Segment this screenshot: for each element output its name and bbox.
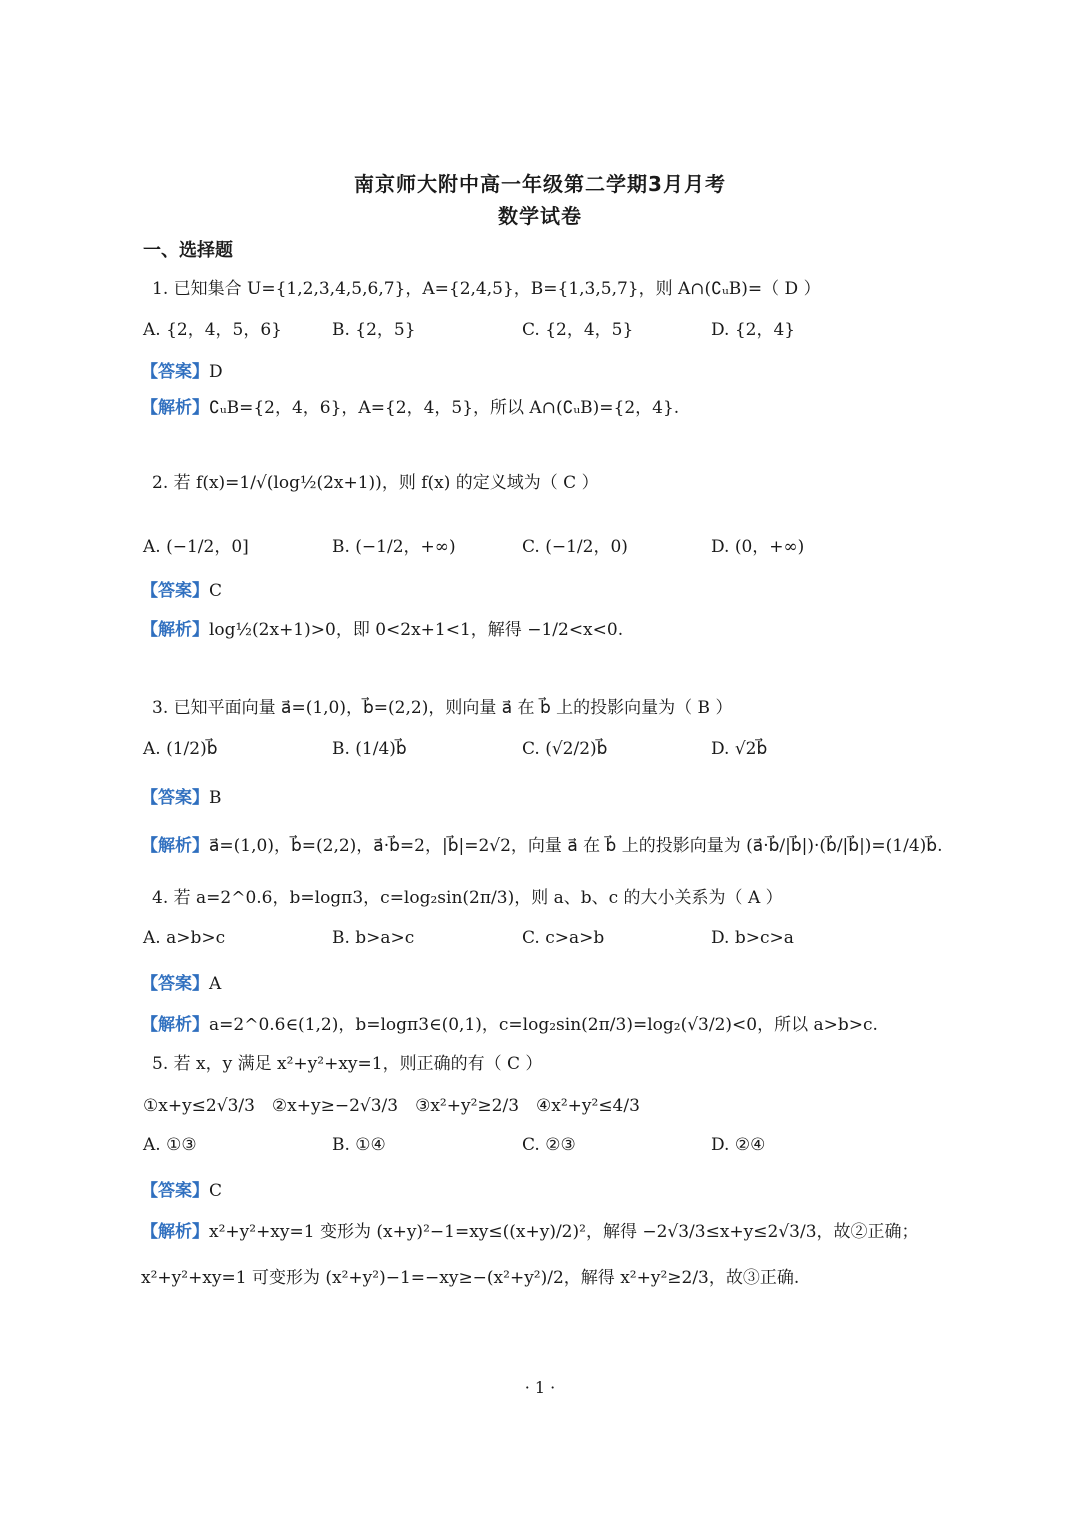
answer-tag: 【答案】 [141, 974, 209, 994]
q2-answer: C [209, 581, 223, 601]
q4-option-d: D. b>c>a [711, 928, 794, 948]
q2-answer-line [141, 576, 222, 601]
q5-option-a: A. ①③ [143, 1135, 197, 1155]
q2-option-a: A. (−1/2，0] [143, 537, 249, 557]
analysis-tag: 【解析】 [141, 1222, 209, 1242]
q5-answer: C [209, 1181, 223, 1201]
answer-tag: 【答案】 [141, 1181, 209, 1201]
q1-answer-line [141, 357, 223, 382]
q4-option-c: C. c>a>b [522, 928, 605, 948]
answer-tag: 【答案】 [141, 362, 209, 382]
q5-analysis-line [141, 1217, 919, 1242]
q4-analysis: a=2^0.6∈(1,2)，b=logπ3∈(0,1)，c=log₂sin(2π/3)=log₂(√3/2)<0，所以 a>b>c. [209, 1015, 878, 1035]
answer-tag: 【答案】 [141, 581, 209, 601]
q3-option-d: D. √2b⃗ [711, 739, 768, 759]
question-4-stem: 4. 若 a=2^0.6，b=logπ3，c=log₂sin(2π/3)，则 a、b、c 的大小关系为（ A ） [152, 888, 783, 908]
q2-option-b: B. (−1/2，+∞) [332, 537, 456, 557]
q3-analysis-line [141, 831, 943, 856]
q2-option-d: D. (0，+∞) [711, 537, 805, 557]
q3-analysis: a⃗=(1,0)，b⃗=(2,2)，a⃗·b⃗=2，|b⃗|=2√2，向量 a⃗ 在 b⃗ 上的投影向量为 (a⃗·b⃗/|b⃗|)·(b⃗/|b⃗|)=(1/4)b⃗. [209, 836, 943, 856]
q5-answer-line [141, 1176, 222, 1201]
answer-tag: 【答案】 [141, 788, 209, 808]
q1-answer: D [209, 362, 223, 382]
question-3-stem: 3. 已知平面向量 a⃗=(1,0)，b⃗=(2,2)，则向量 a⃗ 在 b⃗ 上的投影向量为（ B ） [152, 698, 733, 718]
q4-answer-line [141, 969, 221, 994]
q5-statements: ①x+y≤2√3/3 ②x+y≥−2√3/3 ③x²+y²≥2/3 ④x²+y²≤4/3 [143, 1096, 640, 1116]
q3-option-a: A. (1/2)b⃗ [143, 739, 218, 759]
q5-option-d: D. ②④ [711, 1135, 766, 1155]
q1-analysis: ∁ᵤB={2，4，6}，A={2，4，5}，所以 A∩(∁ᵤB)={2，4}. [209, 398, 680, 418]
q1-analysis-line [141, 393, 679, 418]
analysis-tag: 【解析】 [141, 1015, 209, 1035]
q2-analysis-line [141, 615, 623, 640]
q3-option-b: B. (1/4)b⃗ [332, 739, 407, 759]
q4-analysis-line [141, 1010, 878, 1035]
analysis-tag: 【解析】 [141, 620, 209, 640]
exam-title: 南京师大附中高一年级第二学期3月月考 [354, 172, 726, 196]
q3-option-c: C. (√2/2)b⃗ [522, 739, 608, 759]
q3-answer-line [141, 783, 222, 808]
q1-option-a: A. {2，4，5，6} [143, 320, 282, 340]
q4-option-b: B. b>a>c [332, 928, 415, 948]
q5-analysis-1: x²+y²+xy=1 变形为 (x+y)²−1=xy≤((x+y)/2)²，解得 −2√3/3≤x+y≤2√3/3，故②正确； [209, 1222, 919, 1242]
analysis-tag: 【解析】 [141, 398, 209, 418]
q2-analysis: log½(2x+1)>0，即 0<2x+1<1，解得 −1/2<x<0. [209, 620, 624, 640]
question-5-stem: 5. 若 x，y 满足 x²+y²+xy=1，则正确的有（ C ） [152, 1054, 543, 1074]
analysis-tag: 【解析】 [141, 836, 209, 856]
page-number: · 1 · [524, 1378, 556, 1397]
q1-option-b: B. {2，5} [332, 320, 416, 340]
q5-option-c: C. ②③ [522, 1135, 576, 1155]
question-2-stem: 2. 若 f(x)=1/√(log½(2x+1))，则 f(x) 的定义域为（ C ） [152, 473, 599, 493]
section-label: 一、选择题 [143, 240, 233, 261]
q5-option-b: B. ①④ [332, 1135, 386, 1155]
q1-option-c: C. {2，4，5} [522, 320, 634, 340]
q4-option-a: A. a>b>c [143, 928, 226, 948]
exam-subtitle: 数学试卷 [498, 204, 582, 228]
q4-answer: A [209, 974, 222, 994]
q2-option-c: C. (−1/2，0) [522, 537, 628, 557]
q1-option-d: D. {2，4} [711, 320, 796, 340]
q5-analysis-2: x²+y²+xy=1 可变形为 (x²+y²)−1=−xy≥−(x²+y²)/2，解得 x²+y²≥2/3，故③正确. [141, 1268, 800, 1288]
question-1-stem: 1. 已知集合 U={1,2,3,4,5,6,7}，A={2,4,5}，B={1,3,5,7}，则 A∩(∁ᵤB)=（ D ） [152, 279, 821, 299]
q3-answer: B [209, 788, 222, 808]
